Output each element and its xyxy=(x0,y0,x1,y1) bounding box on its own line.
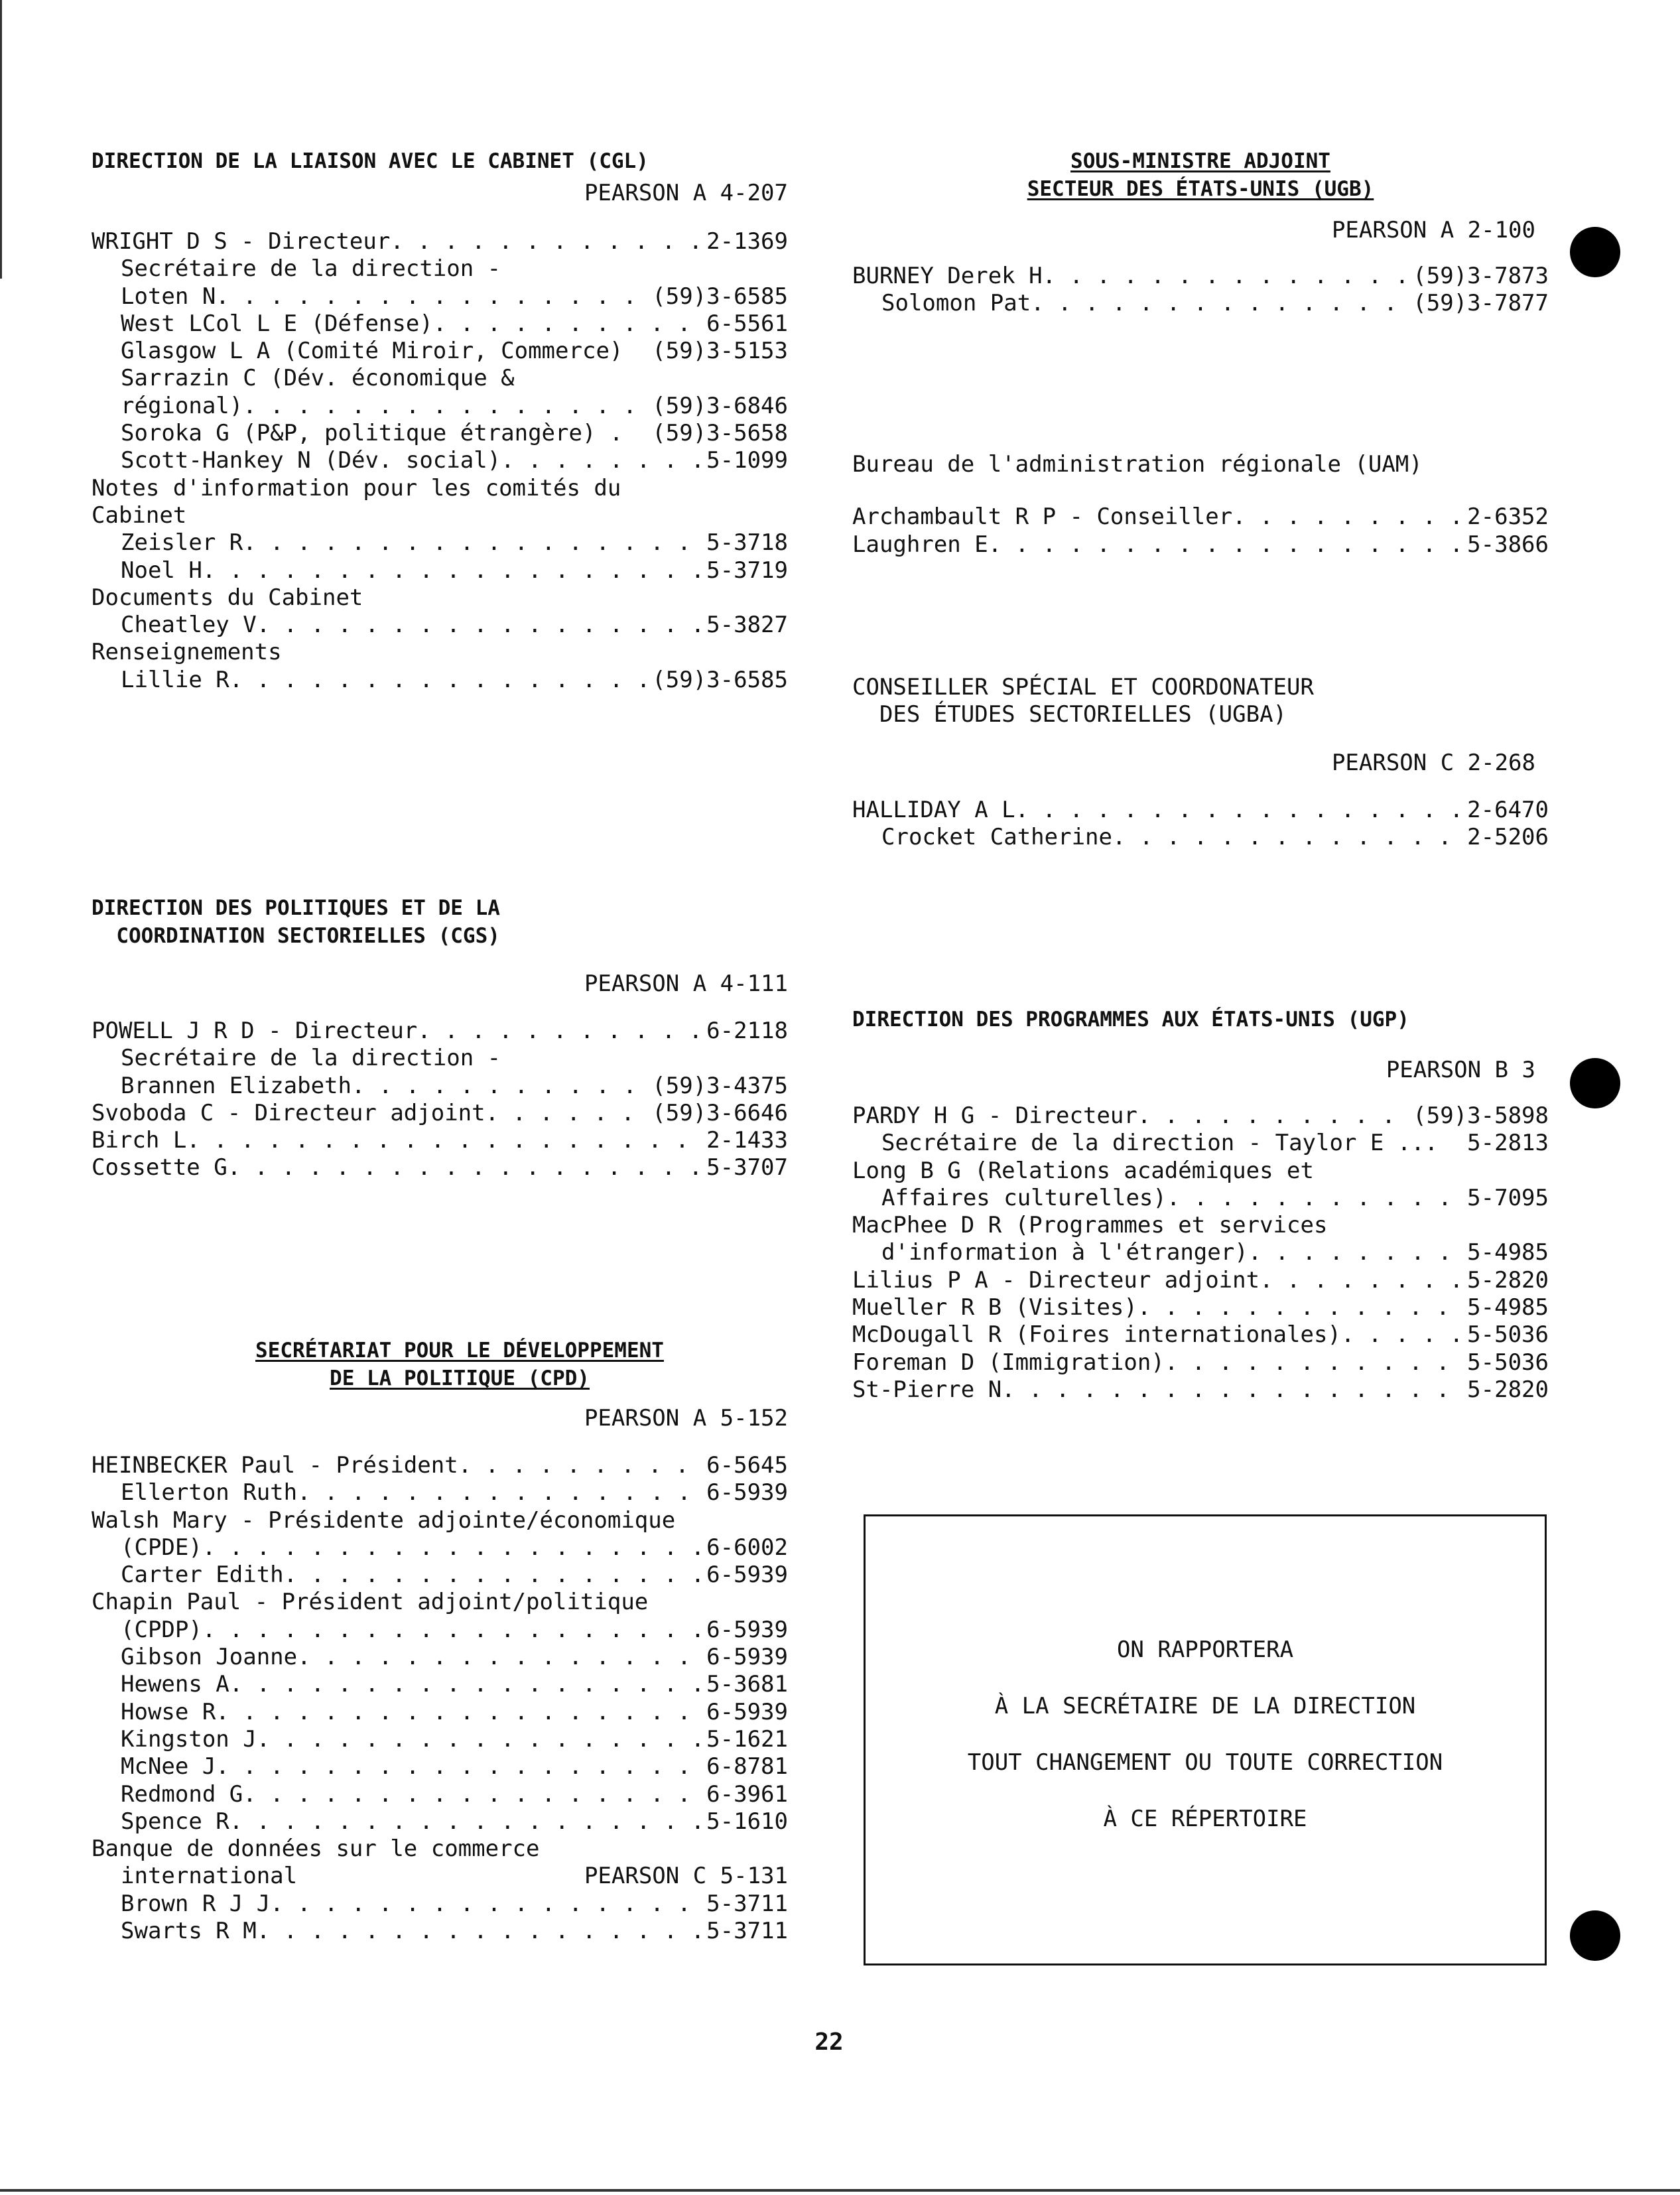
entry-phone-number: 5-2820 xyxy=(1467,1266,1549,1294)
directory-entry xyxy=(852,1376,1549,1404)
entry-label: (CPDP) xyxy=(121,1616,202,1643)
section-ugba xyxy=(852,674,1549,851)
section-ugp xyxy=(852,1006,1549,1404)
dot-leader xyxy=(186,1127,702,1154)
directory-entry xyxy=(92,1589,788,1616)
directory-entry xyxy=(92,1699,788,1726)
directory-entry xyxy=(92,1507,788,1534)
entry-phone-number xyxy=(784,584,788,612)
section-title-line2: DES ÉTUDES SECTORIELLES (UGBA) xyxy=(852,701,1287,728)
entry-label: Mueller R B (Visites) xyxy=(852,1294,1137,1321)
dot-leader xyxy=(1031,290,1409,317)
directory-entry xyxy=(92,639,788,666)
directory-entry xyxy=(92,1863,788,1890)
dot-leader xyxy=(202,1617,702,1644)
entry-label: Birch L xyxy=(92,1127,187,1154)
entry-phone-number: 6-2118 xyxy=(706,1018,788,1044)
entry-label: Loten N xyxy=(121,283,216,310)
entry-phone-number: 5-1099 xyxy=(706,447,788,474)
directory-entry xyxy=(92,1073,788,1100)
entry-phone-number: 6-3961 xyxy=(706,1780,788,1808)
entry-list xyxy=(852,1102,1549,1404)
binder-hole-bottom xyxy=(1570,1910,1620,1961)
dot-leader xyxy=(216,283,648,310)
directory-entry xyxy=(852,1212,1549,1239)
directory-entry xyxy=(852,1239,1549,1266)
entry-label: Svoboda C - Directeur adjoint xyxy=(92,1099,485,1126)
entry-phone-number: 5-3866 xyxy=(1467,531,1549,558)
directory-entry xyxy=(92,1835,788,1863)
directory-entry xyxy=(92,1100,788,1127)
directory-entry xyxy=(92,1808,788,1835)
entry-label: Secrétaire de la direction - Taylor E ... xyxy=(881,1130,1439,1157)
dot-leader xyxy=(270,1891,702,1918)
directory-entry xyxy=(852,503,1549,531)
entry-label: Soroka G (P&P, politique étrangère) . xyxy=(121,420,623,447)
entry-label: BURNEY Derek H xyxy=(852,263,1043,289)
dot-leader xyxy=(216,1753,702,1780)
entry-phone-number: PEARSON C 5-131 xyxy=(584,1863,788,1890)
entry-phone-number: 5-2820 xyxy=(1467,1376,1549,1403)
dot-leader xyxy=(623,420,648,447)
entry-phone-number: 5-3707 xyxy=(706,1154,788,1181)
entry-phone-number xyxy=(784,1835,788,1863)
dot-leader xyxy=(363,584,784,612)
notice-line-3: TOUT CHANGEMENT OU TOUTE CORRECTION xyxy=(967,1749,1443,1776)
entry-label: HEINBECKER Paul - Président xyxy=(92,1452,458,1479)
entry-phone-number: 5-3711 xyxy=(706,1918,788,1945)
entry-label: Archambault R P - Conseiller xyxy=(852,503,1233,531)
directory-entry xyxy=(92,1534,788,1562)
entry-label: Swarts R M xyxy=(121,1918,257,1945)
dot-leader xyxy=(297,1479,702,1506)
entry-label: MacPhee D R (Programmes et services xyxy=(852,1212,1328,1239)
dot-leader xyxy=(1232,503,1463,531)
entry-label: McDougall R (Foires internationales) xyxy=(852,1321,1341,1349)
dot-leader xyxy=(515,365,784,392)
entry-phone-number: 2-5206 xyxy=(1467,823,1549,850)
entry-phone-number: 5-1621 xyxy=(706,1725,788,1753)
dot-leader xyxy=(229,667,649,694)
entry-phone-number: 6-5939 xyxy=(706,1479,788,1506)
directory-entry xyxy=(92,1644,788,1671)
dot-leader xyxy=(243,529,702,557)
entry-phone-number: (59)3-6846 xyxy=(652,392,788,419)
dot-leader xyxy=(1314,1158,1545,1185)
directory-entry xyxy=(92,1753,788,1780)
directory-entry xyxy=(852,824,1549,851)
directory-entry xyxy=(92,420,788,447)
section-title: DIRECTION DE LA LIAISON AVEC LE CABINET (CGL) xyxy=(92,149,649,173)
entry-phone-number: 5-3827 xyxy=(706,612,788,639)
entry-phone-number: 5-5036 xyxy=(1467,1349,1549,1376)
entry-phone-number: (59)3-7873 xyxy=(1413,263,1549,289)
directory-entry xyxy=(92,529,788,557)
entry-phone-number: (59)3-5153 xyxy=(652,338,788,365)
section-cpd xyxy=(92,1337,788,1945)
entry-phone-number xyxy=(784,255,788,283)
directory-entry xyxy=(852,263,1549,290)
office-location: PEARSON A 4-207 xyxy=(584,180,788,206)
binder-hole-middle xyxy=(1570,1058,1620,1108)
entry-list xyxy=(92,1018,788,1182)
entry-label: régional) xyxy=(121,392,243,419)
directory-entry xyxy=(92,1781,788,1808)
entry-label: West LCol L E (Défense) xyxy=(121,310,433,337)
scan-edge-left xyxy=(0,0,2,279)
entry-phone-number: 6-5939 xyxy=(706,1562,788,1589)
entry-label: Chapin Paul - Président adjoint/politique xyxy=(92,1589,649,1616)
entry-phone-number: 5-3719 xyxy=(706,557,788,584)
entry-phone-number: (59)3-6646 xyxy=(652,1099,788,1126)
directory-entry xyxy=(92,1127,788,1154)
dot-leader xyxy=(257,1726,702,1753)
entry-label: Brown R J J xyxy=(121,1890,271,1917)
entry-label: HALLIDAY A L xyxy=(852,796,1015,823)
dot-leader xyxy=(1167,1185,1463,1212)
entry-phone-number: 5-5036 xyxy=(1467,1321,1549,1349)
dot-leader xyxy=(216,1699,702,1726)
dot-leader xyxy=(1327,1212,1545,1239)
entry-phone-number: (59)3-4375 xyxy=(652,1072,788,1099)
entry-phone-number: 6-8781 xyxy=(706,1753,788,1780)
scan-edge-bottom xyxy=(0,2189,1680,2192)
dot-leader xyxy=(1015,797,1464,824)
entry-label: Walsh Mary - Présidente adjointe/économique xyxy=(92,1506,676,1534)
entry-label: Lilius P A - Directeur adjoint xyxy=(852,1266,1260,1294)
entry-phone-number: 6-5939 xyxy=(706,1644,788,1671)
section-title-line1: DIRECTION DES POLITIQUES ET DE LA xyxy=(92,896,500,920)
section-uam xyxy=(852,451,1549,559)
directory-entry xyxy=(92,667,788,694)
entry-phone-number: 2-6352 xyxy=(1467,503,1549,531)
entry-label: Crocket Catherine xyxy=(881,823,1112,850)
entry-label: Secrétaire de la direction - xyxy=(121,1045,501,1072)
entry-phone-number: 5-2813 xyxy=(1467,1130,1549,1157)
dot-leader xyxy=(1043,263,1409,290)
entry-phone-number: 2-1369 xyxy=(706,228,788,255)
entry-list xyxy=(92,1452,788,1945)
directory-entry xyxy=(92,557,788,584)
dot-leader xyxy=(501,255,784,283)
dot-leader xyxy=(648,1589,784,1616)
directory-entry xyxy=(852,797,1549,824)
binder-hole-top xyxy=(1570,227,1620,277)
directory-entry xyxy=(852,1349,1549,1376)
entry-label: Scott-Hankey N (Dév. social) xyxy=(121,447,501,474)
entry-phone-number: 6-6002 xyxy=(706,1534,788,1561)
directory-entry xyxy=(92,1617,788,1644)
directory-entry xyxy=(92,1891,788,1918)
dot-leader xyxy=(501,1045,784,1072)
directory-entry xyxy=(92,1154,788,1181)
entry-phone-number: 6-5939 xyxy=(706,1616,788,1643)
office-location: PEARSON A 5-152 xyxy=(584,1405,788,1431)
entry-label: Cabinet xyxy=(92,501,187,529)
entry-label: Glasgow L A (Comité Miroir, Commerce) xyxy=(121,338,623,365)
office-location: PEARSON B 3 xyxy=(1386,1057,1535,1083)
dot-leader xyxy=(202,557,702,584)
dot-leader xyxy=(433,310,702,338)
entry-phone-number: 6-5561 xyxy=(706,310,788,337)
entry-label: Laughren E xyxy=(852,531,988,558)
entry-phone-number xyxy=(784,1507,788,1534)
entry-list xyxy=(92,228,788,694)
entry-phone-number: 5-3711 xyxy=(706,1890,788,1917)
section-title: DIRECTION DES PROGRAMMES AUX ÉTATS-UNIS (UGP) xyxy=(852,1008,1409,1031)
directory-entry xyxy=(852,1294,1549,1321)
entry-label: Sarrazin C (Dév. économique & xyxy=(121,365,515,392)
dot-leader xyxy=(297,1644,702,1671)
entry-phone-number xyxy=(784,1045,788,1072)
entry-label: Cheatley V xyxy=(121,612,257,639)
directory-entry xyxy=(92,447,788,474)
entry-label: POWELL J R D - Directeur xyxy=(92,1018,418,1044)
dot-leader xyxy=(1002,1376,1463,1404)
entry-phone-number xyxy=(1545,1212,1549,1239)
entry-label: Kingston J xyxy=(121,1725,257,1753)
entry-phone-number xyxy=(784,639,788,666)
dot-leader xyxy=(621,475,784,502)
dot-leader xyxy=(229,1808,702,1835)
dot-leader xyxy=(1165,1349,1463,1376)
dot-leader xyxy=(1137,1102,1409,1130)
entry-phone-number: 2-1433 xyxy=(706,1127,788,1154)
entry-label: Secrétaire de la direction - xyxy=(121,255,501,283)
dot-leader xyxy=(186,502,784,529)
directory-entry xyxy=(92,1562,788,1589)
entry-label: Lillie R xyxy=(121,666,229,693)
dot-leader xyxy=(1112,824,1463,851)
entry-phone-number: (59)3-7877 xyxy=(1413,290,1549,317)
dot-leader xyxy=(284,1562,703,1589)
directory-entry xyxy=(92,228,788,255)
section-title-line2: DE LA POLITIQUE (CPD) xyxy=(330,1366,590,1390)
directory-entry xyxy=(852,1102,1549,1130)
directory-entry xyxy=(852,1185,1549,1212)
entry-label: (CPDE) xyxy=(121,1534,202,1561)
entry-label: Documents du Cabinet xyxy=(92,584,363,611)
entry-label: PARDY H G - Directeur xyxy=(852,1102,1137,1129)
entry-phone-number xyxy=(784,365,788,392)
section-title-line2: COORDINATION SECTORIELLES (CGS) xyxy=(92,924,500,948)
directory-entry xyxy=(92,502,788,529)
directory-entry xyxy=(852,290,1549,317)
dot-leader xyxy=(623,338,648,365)
dot-leader xyxy=(458,1452,702,1479)
entry-phone-number: 5-4985 xyxy=(1467,1239,1549,1266)
entry-phone-number xyxy=(784,1589,788,1616)
dot-leader xyxy=(675,1507,784,1534)
entry-list xyxy=(852,797,1549,852)
entry-label: Notes d'information pour les comités du xyxy=(92,474,621,501)
directory-entry xyxy=(92,1726,788,1753)
entry-label: Affaires culturelles) xyxy=(881,1184,1167,1211)
dot-leader xyxy=(1137,1294,1463,1321)
dot-leader xyxy=(297,1863,580,1890)
dot-leader xyxy=(352,1073,648,1100)
section-cgs xyxy=(92,894,788,1182)
entry-phone-number: (59)3-6585 xyxy=(652,283,788,310)
entry-label: d'information à l'étranger) xyxy=(881,1239,1248,1266)
entry-phone-number: (59)3-6585 xyxy=(652,666,788,693)
notice-line-4: À CE RÉPERTOIRE xyxy=(1103,1806,1307,1832)
entry-label: Brannen Elizabeth xyxy=(121,1072,352,1099)
dot-leader xyxy=(485,1100,649,1127)
directory-entry xyxy=(92,365,788,392)
section-title-line1: CONSEILLER SPÉCIAL ET COORDONATEUR xyxy=(852,674,1314,700)
office-location: PEARSON A 2-100 xyxy=(1331,217,1535,243)
notice-line-2: À LA SECRÉTAIRE DE LA DIRECTION xyxy=(994,1693,1416,1719)
section-ugb xyxy=(852,147,1549,318)
directory-entry xyxy=(92,310,788,338)
directory-entry xyxy=(92,1045,788,1072)
entry-list xyxy=(852,503,1549,559)
entry-label: Noel H xyxy=(121,557,202,584)
entry-phone-number: 5-3681 xyxy=(706,1671,788,1698)
entry-label: Ellerton Ruth xyxy=(121,1479,298,1506)
directory-entry xyxy=(92,1018,788,1045)
entry-label: Carter Edith xyxy=(121,1562,284,1589)
dot-leader xyxy=(257,612,702,639)
page-number: 22 xyxy=(814,2029,844,2056)
dot-leader xyxy=(243,393,648,420)
entry-label: Foreman D (Immigration) xyxy=(852,1349,1165,1376)
entry-label: Zeisler R xyxy=(121,529,243,557)
dot-leader xyxy=(390,228,702,255)
entry-phone-number: 2-6470 xyxy=(1467,796,1549,823)
section-title-line2: SECTEUR DES ÉTATS-UNIS (UGB) xyxy=(1027,177,1374,201)
section-title-line1: SOUS-MINISTRE ADJOINT xyxy=(1070,149,1330,173)
directory-entry xyxy=(852,1158,1549,1185)
dot-leader xyxy=(1438,1130,1463,1157)
directory-entry xyxy=(92,1452,788,1479)
directory-entry xyxy=(92,393,788,420)
directory-entry xyxy=(92,1671,788,1698)
directory-entry xyxy=(852,1267,1549,1294)
directory-entry xyxy=(92,1918,788,1945)
office-location: PEARSON C 2-268 xyxy=(1331,749,1535,776)
directory-entry xyxy=(852,531,1549,559)
entry-label: Spence R xyxy=(121,1808,229,1835)
dot-leader xyxy=(282,639,784,666)
entry-phone-number: 6-5645 xyxy=(706,1452,788,1479)
dot-leader xyxy=(227,1154,702,1181)
directory-entry xyxy=(92,584,788,612)
entry-phone-number: 5-3718 xyxy=(706,529,788,557)
notice-line-1: ON RAPPORTERA xyxy=(1116,1636,1294,1663)
entry-label: Renseignements xyxy=(92,639,282,666)
directory-entry xyxy=(92,612,788,639)
dot-leader xyxy=(1260,1267,1463,1294)
entry-label: WRIGHT D S - Directeur xyxy=(92,228,391,255)
entry-label: Solomon Pat xyxy=(881,290,1031,317)
dot-leader xyxy=(229,1671,702,1698)
entry-label: international xyxy=(121,1863,298,1890)
dot-leader xyxy=(202,1534,702,1562)
entry-label: Banque de données sur le commerce xyxy=(92,1835,540,1863)
directory-entry xyxy=(852,1321,1549,1349)
directory-entry xyxy=(92,283,788,310)
entry-phone-number xyxy=(1545,1158,1549,1185)
entry-phone-number xyxy=(784,502,788,529)
entry-phone-number: (59)3-5898 xyxy=(1413,1102,1549,1129)
entry-phone-number: (59)3-5658 xyxy=(652,420,788,447)
entry-label: Howse R xyxy=(121,1698,216,1725)
entry-label: St-Pierre N xyxy=(852,1376,1002,1403)
directory-entry xyxy=(92,1479,788,1506)
section-cgl xyxy=(92,147,788,694)
entry-label: Long B G (Relations académiques et xyxy=(852,1157,1314,1184)
dot-leader xyxy=(1248,1239,1463,1266)
notice-box xyxy=(864,1514,1547,1965)
directory-entry xyxy=(92,338,788,365)
dot-leader xyxy=(417,1018,702,1045)
dot-leader xyxy=(257,1918,702,1945)
directory-entry xyxy=(92,255,788,283)
entry-phone-number: 5-1610 xyxy=(706,1808,788,1835)
dot-leader xyxy=(988,531,1463,559)
directory-entry xyxy=(852,1130,1549,1157)
dot-leader xyxy=(1341,1321,1463,1349)
dot-leader xyxy=(540,1835,784,1863)
entry-label: Hewens A xyxy=(121,1671,229,1698)
dot-leader xyxy=(243,1781,702,1808)
entry-phone-number: 6-5939 xyxy=(706,1698,788,1725)
entry-label: Gibson Joanne xyxy=(121,1644,298,1671)
entry-label: Cossette G xyxy=(92,1154,227,1181)
dot-leader xyxy=(501,447,702,474)
entry-label: Redmond G xyxy=(121,1780,243,1808)
section-title-line1: SECRÉTARIAT POUR LE DÉVELOPPEMENT xyxy=(255,1339,664,1363)
directory-entry xyxy=(92,475,788,502)
office-location: PEARSON A 4-111 xyxy=(584,970,788,997)
entry-label: McNee J xyxy=(121,1753,216,1780)
section-title: Bureau de l'administration régionale (UAM) xyxy=(852,451,1423,478)
entry-phone-number: 5-4985 xyxy=(1467,1294,1549,1321)
entry-list xyxy=(852,263,1549,318)
entry-phone-number xyxy=(784,475,788,502)
entry-phone-number: 5-7095 xyxy=(1467,1184,1549,1211)
